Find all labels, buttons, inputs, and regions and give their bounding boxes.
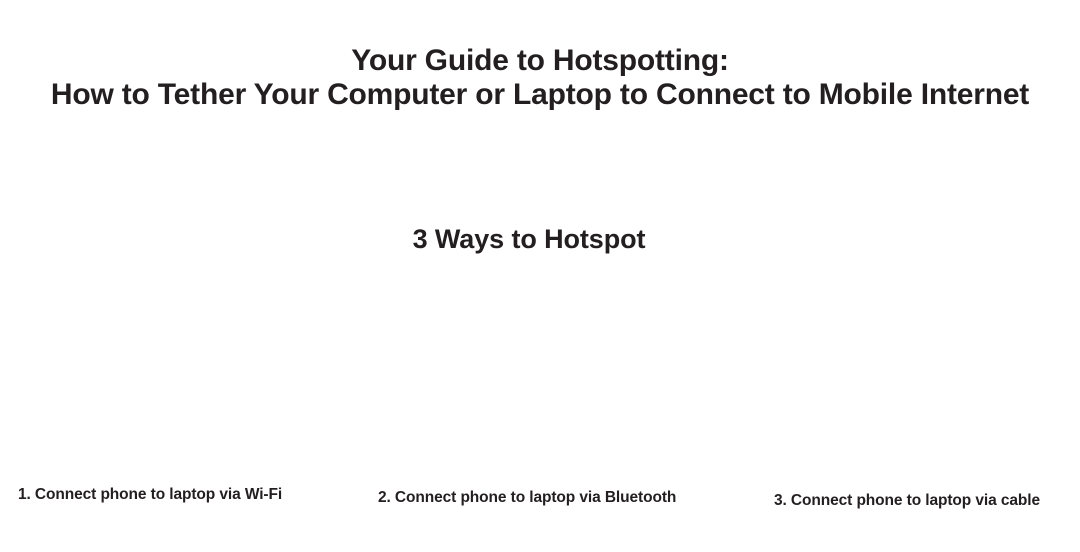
title-line-2: How to Tether Your Computer or Laptop to Connect to Mobile Internet bbox=[50, 77, 1030, 111]
caption-wifi: 1. Connect phone to laptop via Wi-Fi bbox=[18, 486, 283, 503]
title-line-1: Your Guide to Hotspotting: bbox=[351, 44, 729, 77]
caption-cable: 3. Connect phone to laptop via cable bbox=[774, 492, 1040, 509]
section-heading bbox=[0, 224, 1080, 255]
caption-row bbox=[0, 486, 1080, 516]
section-heading-label: 3 Ways to Hotspot bbox=[412, 224, 646, 254]
page-title bbox=[0, 44, 1080, 111]
caption-bluetooth: 2. Connect phone to laptop via Bluetooth bbox=[378, 489, 677, 506]
